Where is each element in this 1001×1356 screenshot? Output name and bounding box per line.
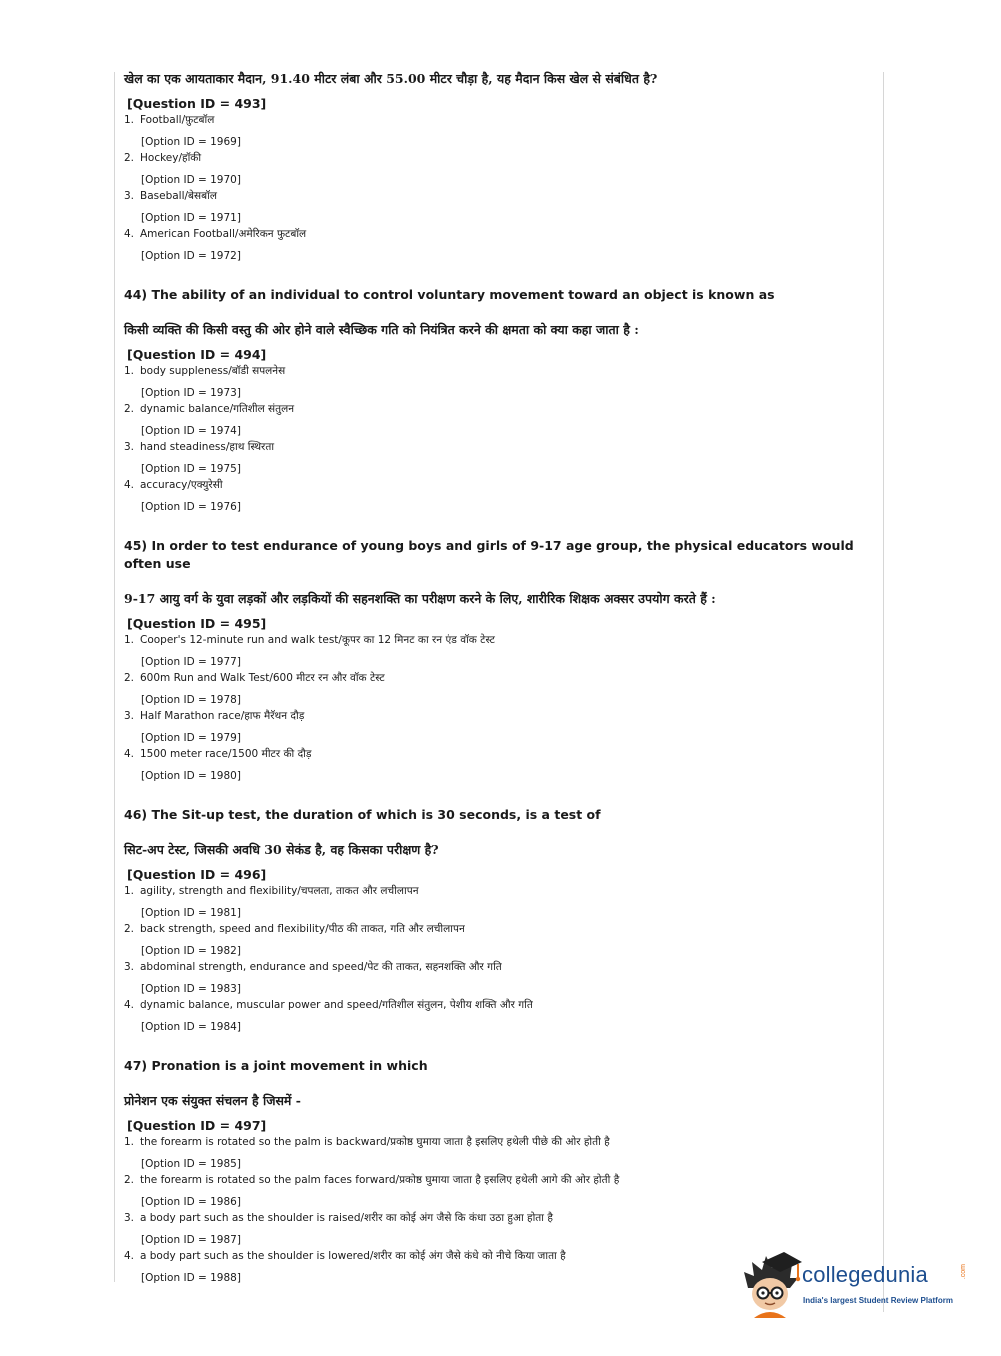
question-english: 45) In order to test endurance of young boys and girls of 9-17 age group, the physical educators would often use: [124, 538, 854, 571]
option-text: Hockey/हॉकी: [140, 152, 202, 164]
option-text: Cooper's 12-minute run and walk test/कूपर का 12 मिनट का रन एंड वॉक टेस्ट: [140, 634, 495, 646]
option-id: [Option ID = 1970]: [141, 174, 241, 186]
option-text: body suppleness/बॉडी सपलनेस: [140, 365, 286, 377]
option-number: 2.: [124, 403, 135, 415]
option-number: 3.: [124, 961, 135, 973]
option-number: 3.: [124, 1212, 135, 1224]
option-id: [Option ID = 1986]: [141, 1196, 241, 1208]
question-46: [124, 806, 864, 1035]
option-number: 3.: [124, 190, 135, 202]
option-number: 2.: [124, 672, 135, 684]
option-id: [Option ID = 1983]: [141, 983, 241, 995]
question-id: [Question ID = 494]: [127, 347, 267, 362]
option-id: [Option ID = 1973]: [141, 387, 241, 399]
question-44: [124, 286, 864, 515]
question-english: 44) The ability of an individual to control voluntary movement toward an object is known as: [124, 287, 775, 302]
option-1: [124, 112, 864, 150]
option-number: 2.: [124, 152, 135, 164]
collegedunia-logo[interactable]: [740, 1248, 970, 1318]
option-id: [Option ID = 1979]: [141, 732, 241, 744]
option-id: [Option ID = 1981]: [141, 907, 241, 919]
option-text: dynamic balance/गतिशील संतुलन: [140, 403, 295, 415]
option-number: 1.: [124, 634, 135, 646]
option-number: 1.: [124, 885, 135, 897]
option-text: American Football/अमेरिकन फुटबॉल: [140, 228, 307, 240]
option-3: [124, 188, 864, 226]
option-number: 2.: [124, 1174, 135, 1186]
option-id: [Option ID = 1985]: [141, 1158, 241, 1170]
option-id: [Option ID = 1975]: [141, 463, 241, 475]
option-number: 4.: [124, 228, 135, 240]
option-text: the forearm is rotated so the palm is backward/प्रकोष्ठ घुमाया जाता है इसलिए हथेली पीछे की ओर होती है: [140, 1136, 610, 1148]
option-3: [124, 708, 864, 746]
option-2: [124, 401, 864, 439]
option-4: [124, 226, 864, 264]
question-id: [Question ID = 496]: [127, 867, 267, 882]
question-hindi: किसी व्यक्ति की किसी वस्तु की ओर होने वाले स्वैच्छिक गति को नियंत्रित करने की क्षमता को क्या कहा जाता है :: [124, 322, 639, 337]
option-number: 4.: [124, 999, 135, 1011]
question-id: [Question ID = 493]: [127, 96, 267, 111]
option-number: 1.: [124, 365, 135, 377]
option-number: 1.: [124, 114, 135, 126]
question-id: [Question ID = 497]: [127, 1118, 267, 1133]
option-number: 2.: [124, 923, 135, 935]
option-text: the forearm is rotated so the palm faces forward/प्रकोष्ठ घुमाया जाता है इसलिए हथेली आगे की ओर होती है: [140, 1174, 620, 1186]
option-number: 4.: [124, 479, 135, 491]
option-3: [124, 439, 864, 477]
option-3: [124, 1210, 864, 1248]
option-id: [Option ID = 1980]: [141, 770, 241, 782]
option-text: Football/फ़ुटबॉल: [140, 114, 215, 126]
option-id: [Option ID = 1984]: [141, 1021, 241, 1033]
mascot-icon: [740, 1248, 804, 1318]
question-english: 47) Pronation is a joint movement in which: [124, 1058, 428, 1073]
option-number: 4.: [124, 1250, 135, 1262]
option-id: [Option ID = 1988]: [141, 1272, 241, 1284]
question-43: [124, 70, 864, 264]
option-text: Baseball/बेसबॉल: [140, 190, 217, 202]
option-number: 1.: [124, 1136, 135, 1148]
option-text: 600m Run and Walk Test/600 मीटर रन और वॉक टेस्ट: [140, 672, 385, 684]
question-hindi: 9-17 आयु वर्ग के युवा लड़कों और लड़कियों की सहनशक्ति का परीक्षण करने के लिए, शारीरिक शिक्षक अक्सर उपयोग करते हैं :: [124, 591, 716, 606]
option-text: hand steadiness/हाथ स्थिरता: [140, 441, 275, 453]
option-2: [124, 1172, 864, 1210]
option-2: [124, 921, 864, 959]
option-text: a body part such as the shoulder is lowered/शरीर का कोई अंग जैसे कंधे को नीचे किया जाता है: [140, 1250, 566, 1262]
option-id: [Option ID = 1972]: [141, 250, 241, 262]
option-text: a body part such as the shoulder is raised/शरीर का कोई अंग जैसे कि कंधा उठा हुआ होता है: [140, 1212, 553, 1224]
option-4: [124, 746, 864, 784]
question-id: [Question ID = 495]: [127, 616, 267, 631]
right-margin-line: [883, 72, 884, 1312]
question-paper: [124, 70, 864, 1286]
option-3: [124, 959, 864, 997]
option-text: abdominal strength, endurance and speed/पेट की ताकत, सहनशक्ति और गति: [140, 961, 502, 973]
option-id: [Option ID = 1977]: [141, 656, 241, 668]
option-4: [124, 997, 864, 1035]
option-text: dynamic balance, muscular power and speed/गतिशील संतुलन, पेशीय शक्ति और गति: [140, 999, 533, 1011]
left-margin-line: [114, 72, 115, 1282]
option-text: accuracy/एक्युरेसी: [140, 479, 223, 491]
option-1: [124, 1134, 864, 1172]
question-hindi: सिट-अप टेस्ट, जिसकी अवधि 30 सेकंड है, वह किसका परीक्षण है?: [124, 842, 439, 857]
option-text: 1500 meter race/1500 मीटर की दौड़: [140, 748, 312, 760]
option-number: 3.: [124, 710, 135, 722]
option-id: [Option ID = 1982]: [141, 945, 241, 957]
question-hindi: खेल का एक आयताकार मैदान, 91.40 मीटर लंबा और 55.00 मीटर चौड़ा है, यह मैदान किस खेल से संबंधित है?: [124, 71, 658, 86]
option-1: [124, 883, 864, 921]
question-english: 46) The Sit-up test, the duration of which is 30 seconds, is a test of: [124, 807, 601, 822]
question-45: [124, 537, 864, 784]
logo-tagline: India's largest Student Review Platform: [803, 1296, 953, 1305]
option-number: 3.: [124, 441, 135, 453]
option-2: [124, 150, 864, 188]
logo-wordmark: collegedunia: [802, 1262, 928, 1287]
logo-dotcom: .com: [960, 1264, 967, 1280]
option-id: [Option ID = 1987]: [141, 1234, 241, 1246]
option-number: 4.: [124, 748, 135, 760]
option-id: [Option ID = 1974]: [141, 425, 241, 437]
option-1: [124, 632, 864, 670]
option-2: [124, 670, 864, 708]
option-id: [Option ID = 1969]: [141, 136, 241, 148]
option-4: [124, 477, 864, 515]
option-1: [124, 363, 864, 401]
option-text: agility, strength and flexibility/चपलता, ताकत और लचीलापन: [140, 885, 419, 897]
option-id: [Option ID = 1971]: [141, 212, 241, 224]
option-id: [Option ID = 1976]: [141, 501, 241, 513]
option-text: Half Marathon race/हाफ मैरॅथन दौड़: [140, 710, 305, 722]
option-text: back strength, speed and flexibility/पीठ की ताकत, गति और लचीलापन: [140, 923, 465, 935]
question-hindi: प्रोनेशन एक संयुक्त संचलन है जिसमें -: [124, 1093, 301, 1108]
option-id: [Option ID = 1978]: [141, 694, 241, 706]
